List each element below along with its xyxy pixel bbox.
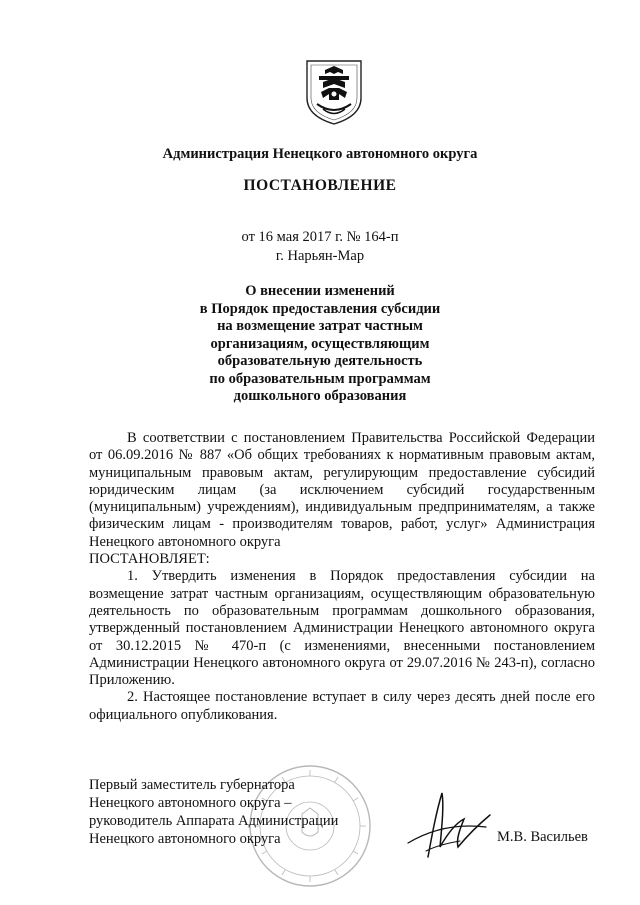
subject-line: О внесении изменений bbox=[245, 283, 395, 299]
handwritten-signature-icon bbox=[398, 785, 493, 860]
clause-2: 2. Настоящее постановление вступает в силу через десять дней после его официального опубликования. bbox=[89, 689, 595, 723]
document-subject bbox=[0, 283, 640, 406]
subject-line: дошкольного образования bbox=[233, 388, 407, 404]
document-body bbox=[89, 430, 595, 724]
subject-line: организациям, осуществляющим bbox=[210, 335, 430, 352]
document-type: ПОСТАНОВЛЕНИЕ bbox=[243, 177, 397, 194]
subject-line: по образовательным программам bbox=[209, 370, 431, 387]
subject-line: на возмещение затрат частным bbox=[217, 318, 423, 334]
preamble-paragraph: В соответствии с постановлением Правительства Российской Федерации от 06.09.2016 № 887 «Об общих требованиях к нормативным правовым актам, муниципальным правовым актам, регулирующим предоставление субсидий юридическим лицам (за исключением субсидий государственным (муниципальным) учреждениям), индивидуальным предпринимателям, а также физическим лицам - производителям товаров, работ, услуг» Администрация Ненецкого автономного округа bbox=[89, 430, 595, 550]
signer-position-line: руководитель Аппарата Администрации bbox=[89, 813, 339, 829]
city: г. Нарьян-Мар bbox=[275, 248, 365, 264]
signer-position bbox=[89, 776, 338, 848]
subject-line: образовательную деятельность bbox=[217, 353, 423, 369]
signer-position-line: Первый заместитель губернатора bbox=[89, 777, 295, 793]
signer-position-line: Ненецкого автономного округа bbox=[89, 831, 281, 847]
clause-1: 1. Утвердить изменения в Порядок предоставления субсидии на возмещение затрат частным организациям, осуществляющим образовательную деятельность по образовательным программам дошкольного образования, утвержденный постановлением Администрации Ненецкого автономного округа от 30.12.2015 № 470-п (с изменениями, внесенными постановлением Администрации Ненецкого автономного округа от 29.07.2016 № 243-п), согласно Приложению. bbox=[89, 568, 595, 689]
decree-word: ПОСТАНОВЛЯЕТ: bbox=[89, 551, 210, 568]
signer-position-line: Ненецкого автономного округа – bbox=[89, 795, 292, 811]
date-number: от 16 мая 2017 г. № 164-п bbox=[241, 229, 399, 245]
coat-of-arms-icon bbox=[303, 58, 365, 126]
organization-name: Администрация Ненецкого автономного округа bbox=[162, 146, 478, 162]
signer-name: М.В. Васильев bbox=[497, 829, 588, 845]
subject-line: в Порядок предоставления субсидии bbox=[199, 300, 441, 317]
